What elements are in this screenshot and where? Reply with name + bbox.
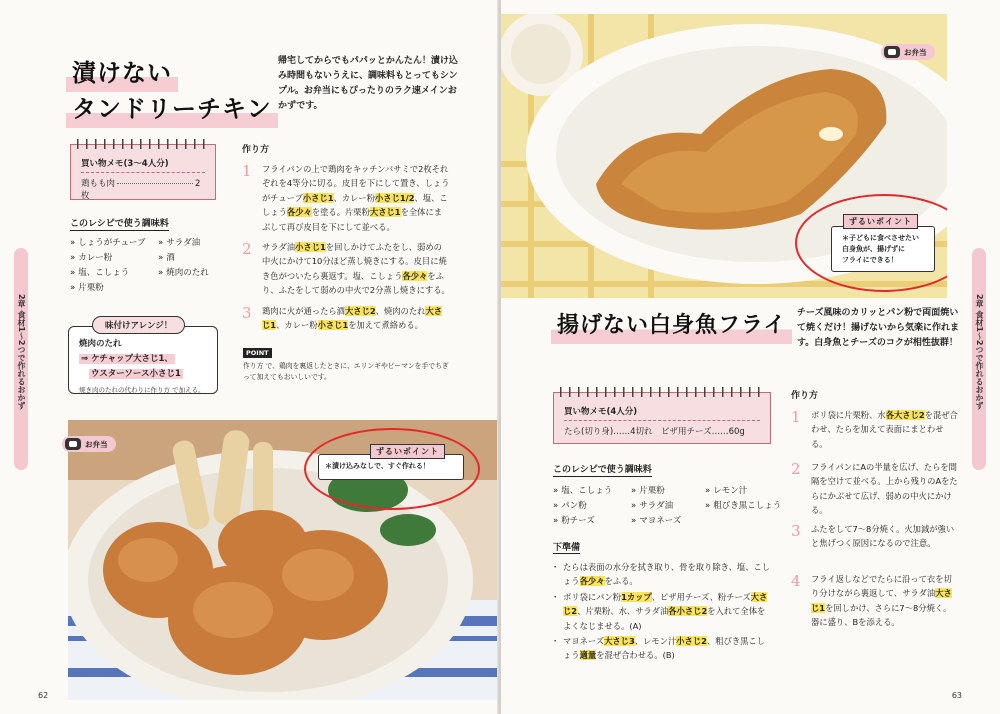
recipe-intro: チーズ風味のカリッとパン粉で両面焼いて焼くだけ！揚げないから気楽に作れます。白身魚とチーズのコクが相性抜群！ [797,308,960,348]
seasoning-item: » マヨネーズ [631,514,681,529]
spiral-binding [77,139,209,149]
step-3 [242,304,450,333]
step-1 [242,162,450,234]
step-text: フライパンの上で鶏肉をキッチンバサミで2枚それぞれを4等分に切る。皮目を下にして置き、しょうがチューブ小さじ1、カレー粉小さじ1/2、塩、こしょう各少々を塗る。片栗粉大さじ1を全体にまぶして再び皮目を下にして並べる。 [262,164,450,232]
seasoning-item: » 塩、こしょう [553,484,612,499]
arrange-content [79,337,209,398]
zurui-line: ＊子どもに食べさせたい [842,234,919,242]
arrange-tag: 味付けアレンジ！ [92,316,185,334]
zurui-callout [831,226,935,272]
bento-label: お弁当 [904,47,927,57]
chapter-label: 2章 食材1〜2つで作れるおかず [975,294,984,410]
seasoning-item: » サラダ油 [631,499,673,514]
tandoori-chicken-photo [68,420,499,700]
prep-item: ・ マヨネーズ大さじ3、レモン汁小さじ2、粗びき黒こしょう適量を混ぜ合わせる。(B) [553,634,771,663]
chapter-side-tab [14,248,28,470]
step-text: フライパンにAの半量を広げ、たらを間隔を空けて並べる。上から残りのAをたらにかぶせて広げ、弱めの中火にかける。 [811,462,958,516]
step-text: 鶏肉に火が通ったら酒大さじ2、焼肉のたれ大さじ1、カレー粉小さじ1を加えて煮絡める。 [262,306,443,331]
memo-items: たら(切り身)……4切れ ピザ用チーズ……60g [564,427,745,437]
recipe-title [66,56,278,128]
recipe-intro: 帰宅してからでもパパッとかんたん！漬け込み時間もないうえに、調味料もとってもシンプル。お弁当にもぴったりのラク速メインおかずです。 [278,56,458,111]
seasoning-item: » 酒 [158,251,175,266]
spiral-binding [560,387,764,397]
zurui-tag: ずるいポイント [370,444,445,459]
page-number: 63 [951,691,962,700]
zurui-line: 白身魚が、揚げずに [842,245,905,253]
left-page [0,0,499,714]
seasoning-item: » しょうがチューブ [70,236,146,251]
memo-heading: 買い物メモ(4人分) [564,405,760,421]
memo-item-qty: 2枚 [81,179,201,201]
shopping-memo [70,144,216,200]
right-page [501,0,1000,714]
prep-item: ・ たらは表面の水分を拭き取り、骨を取り除き、塩、こしょう各少々をふる。 [553,560,771,589]
shopping-memo [553,392,771,444]
point-text: 作り方 で、鶏肉を裏返したときに、エリンギやピーマンを手でちぎって加えてもおいしいです。 [243,362,449,381]
arrange-sub-2: ウスターソース小さじ1 [91,369,181,379]
bento-box-icon [65,438,81,450]
seasoning-heading: このレシピで使う調味料 [70,216,169,231]
step-text: ふたをして7〜8分焼く。火加減が強いと焦げつく原因になるので注意。 [811,524,955,549]
seasoning-item: » サラダ油 [158,236,200,251]
step-number: 2 [791,460,801,478]
step-2 [242,240,450,298]
seasoning-item: » レモン汁 [705,484,747,499]
memo-item-name: 鶏もも肉 [81,179,116,189]
seasoning-item: » 粉チーズ [553,514,595,529]
step-1 [791,408,959,451]
seasoning-item: » 片栗粉 [631,484,665,499]
bento-label: お弁当 [85,439,108,449]
fish-fry-photo [501,14,947,298]
prep-item: ・ ポリ袋にパン粉1カップ、ピザ用チーズ、粉チーズ大さじ2、片栗粉、水、サラダ油各小さじ2を入れて全体をよくなじませる。(A) [553,590,771,633]
steps-heading: 作り方 [242,145,270,155]
seasoning-item: » 焼肉のたれ [158,266,209,281]
page-number: 62 [38,691,49,700]
step-text: ポリ袋に片栗粉、水各大さじ2を混ぜ合わせ、たらを加えて表面にまとわせる。 [811,410,958,449]
step-text: フライ返しなどでたらに沿って衣を切り分けながら裏返して、サラダ油大さじ1を回しかけ、さらに7〜8分焼く。器に盛り、Bを添える。 [811,574,952,628]
chapter-side-tab [972,248,986,470]
arrange-note: 焼き肉のたれの代わりに作り方 で加える。 [79,386,205,394]
seasoning-item: » 粗びき黒こしょう [705,499,781,514]
step-number: 1 [242,162,252,180]
bento-badge [881,44,935,60]
prep-heading: 下準備 [553,540,580,554]
recipe-title [551,310,792,344]
step-3 [791,522,959,551]
step-number: 3 [242,304,252,322]
zurui-tag: ずるいポイント [843,214,918,229]
zurui-line: フライにできる！ [842,256,898,264]
steps-heading: 作り方 [791,391,819,401]
bento-badge [62,436,116,452]
step-4 [791,572,959,630]
point-label: POINT [243,348,272,358]
chapter-label: 2章 食材1〜2つで作れるおかず [17,294,26,410]
step-text: サラダ油小さじ1を回しかけてふたをし、弱めの中火にかけて10分ほど蒸し焼きにする。皮目に焼き色がついたら裏返す。塩、こしょう各少々をふり、ふたをして弱めの中火で2分蒸し焼きにする。 [262,242,450,296]
memo-heading: 買い物メモ(3〜4人分) [81,157,205,173]
seasoning-item: » 塩、こしょう [70,266,129,281]
seasoning-item: » カレー粉 [70,251,112,266]
bento-box-icon [884,46,900,58]
zurui-text: ＊漬け込みなしで、すぐ作れる！ [325,462,430,470]
seasoning-item: » パン粉 [553,499,587,514]
step-number: 2 [242,240,252,258]
step-number: 4 [791,572,801,590]
seasoning-heading: このレシピで使う調味料 [553,462,652,477]
memo-item [81,177,205,201]
seasoning-item: » 片栗粉 [70,281,104,296]
title-line-2: タンドリーチキン [66,92,278,128]
flavor-arrange-box [68,326,218,394]
prep-list [553,560,771,664]
seasoning-list [70,236,230,300]
step-2 [791,460,959,518]
step-number: 1 [791,408,801,426]
title-line: 揚げない白身魚フライ [551,310,792,344]
title-line-1: 漬けない [66,56,178,92]
seasoning-list [553,484,783,530]
arrange-sub-1: ⇒ ケチャップ大さじ1、 [81,354,173,364]
step-number: 3 [791,522,801,540]
arrange-base: 焼肉のたれ [79,339,122,349]
